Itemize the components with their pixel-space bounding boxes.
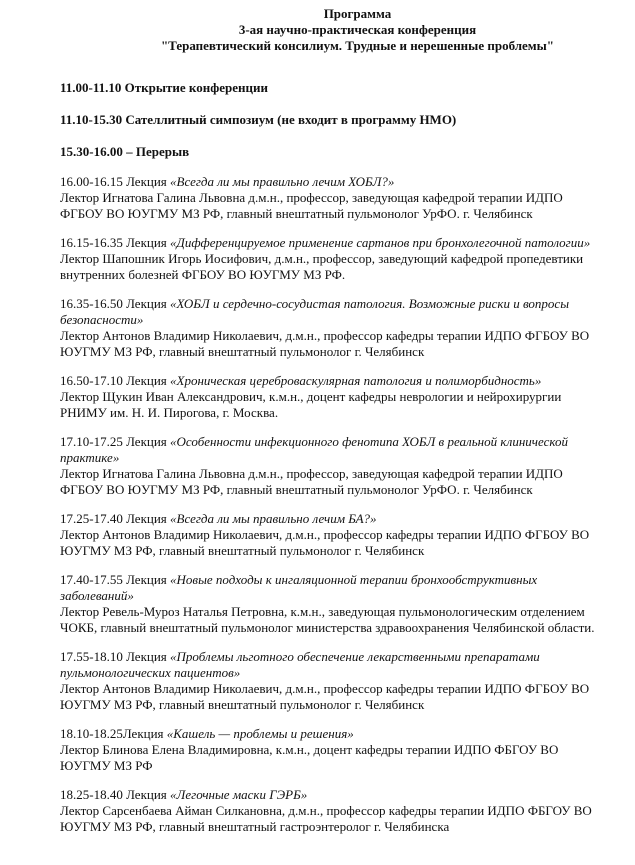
lecture-time: 17.40-17.55 Лекция	[60, 572, 171, 587]
lecture-title: «Легочные маски ГЭРБ»	[170, 787, 308, 802]
lecture-item	[60, 434, 595, 498]
lecture-speaker: Лектор Антонов Владимир Николаевич, д.м.н., профессор кафедры терапии ИДПО ФГБОУ ВО ЮУГМУ МЗ РФ, главный внештатный пульмонолог г. Челябинск	[60, 328, 590, 359]
lecture-item	[60, 787, 595, 835]
lecture-time: 18.10-18.25Лекция	[60, 726, 167, 741]
conference-subtitle: 3-ая научно-практическая конференция	[238, 22, 477, 37]
lecture-time: 18.25-18.40 Лекция	[60, 787, 171, 802]
lecture-speaker: Лектор Игнатова Галина Львовна д.м.н., профессор, заведующая кафедрой терапии ИДПО ФГБОУ ВО ЮУГМУ МЗ РФ, главный внештатный пульмонолог УрФО. г. Челябинск	[60, 466, 563, 497]
lecture-item	[60, 726, 595, 774]
lecture-time: 17.10-17.25 Лекция	[60, 434, 171, 449]
lecture-item	[60, 572, 595, 636]
lecture-title: «Кашель — проблемы и решения»	[166, 726, 354, 741]
lecture-title: «Всегда ли мы правильно лечим ХОБЛ?»	[170, 174, 395, 189]
lecture-speaker: Лектор Щукин Иван Александрович, к.м.н., доцент кафедры неврологии и нейрохирургии РНИМУ им. Н. И. Пирогова, г. Москва.	[60, 389, 562, 420]
lecture-speaker: Лектор Антонов Владимир Николаевич, д.м.н., профессор кафедры терапии ИДПО ФГБОУ ВО ЮУГМУ МЗ РФ, главный внештатный пульмонолог г. Челябинск	[60, 527, 590, 558]
lecture-item	[60, 296, 595, 360]
lecture-time: 17.25-17.40 Лекция	[60, 511, 171, 526]
lecture-item	[60, 649, 595, 713]
lecture-title: «Проблемы льготного обеспечение лекарственными препаратами пульмонологических пациентов»	[60, 649, 540, 680]
lecture-time: 17.55-18.10 Лекция	[60, 649, 171, 664]
lecture-time: 16.15-16.35 Лекция	[60, 235, 171, 250]
lecture-time: 16.35-16.50 Лекция	[60, 296, 171, 311]
lecture-title: «Особенности инфекционного фенотипа ХОБЛ в реальной клинической практике»	[60, 434, 568, 465]
lecture-item	[60, 373, 595, 421]
lecture-speaker: Лектор Антонов Владимир Николаевич, д.м.н., профессор кафедры терапии ИДПО ФГБОУ ВО ЮУГМУ МЗ РФ, главный внештатный пульмонолог г. Челябинск	[60, 681, 590, 712]
schedule-item-break: 15.30-16.00 – Перерыв	[60, 144, 190, 159]
schedule-item-symposium: 11.10-15.30 Сателлитный симпозиум (не входит в программу НМО)	[60, 112, 457, 127]
lecture-title: «Хроническая цереброваскулярная патология и полиморбидность»	[170, 373, 542, 388]
lecture-time: 16.00-16.15 Лекция	[60, 174, 171, 189]
lecture-speaker: Лектор Блинова Елена Владимировна, к.м.н., доцент кафедры терапии ИДПО ФБГОУ ВО ЮУГМУ МЗ РФ	[60, 742, 559, 773]
lecture-title: «Новые подходы к ингаляционной терапии бронхообструктивных заболеваний»	[60, 572, 538, 603]
program-header	[120, 6, 595, 54]
lecture-speaker: Лектор Игнатова Галина Львовна д.м.н., профессор, заведующая кафедрой терапии ИДПО ФГБОУ ВО ЮУГМУ МЗ РФ, главный внештатный пульмонолог УрФО. г. Челябинск	[60, 190, 563, 221]
lecture-speaker: Лектор Ревель-Муроз Наталья Петровна, к.м.н., заведующая пульмонологическим отделением ЧОКБ, главный внештатный пульмонолог министерства здравоохранения Челябинской области.	[60, 604, 595, 635]
lecture-speaker: Лектор Сарсенбаева Айман Силкановна, д.м.н., профессор кафедры терапии ИДПО ФБГОУ ВО ЮУГМУ МЗ РФ, главный внештатный гастроэнтеролог г. Челябинска	[60, 803, 592, 834]
lecture-speaker: Лектор Шапошник Игорь Иосифович, д.м.н., профессор, заведующий кафедрой пропедевтики внутренних болезней ФГБОУ ВО ЮУГМУ МЗ РФ.	[60, 251, 584, 282]
schedule-item-opening: 11.00-11.10 Открытие конференции	[60, 80, 268, 95]
lecture-item	[60, 235, 595, 283]
lecture-title: «ХОБЛ и сердечно-сосудистая патология. Возможные риски и вопросы безопасности»	[60, 296, 570, 327]
lecture-item	[60, 511, 595, 559]
program-title: Программа	[323, 6, 392, 21]
lecture-item	[60, 174, 595, 222]
lecture-title: «Всегда ли мы правильно лечим БА?»	[170, 511, 377, 526]
conference-name: "Терапевтический консилиум. Трудные и нерешенные проблемы"	[160, 38, 555, 53]
lecture-title: «Дифференцируемое применение сартанов при бронхолегочной патологии»	[170, 235, 591, 250]
lecture-time: 16.50-17.10 Лекция	[60, 373, 171, 388]
